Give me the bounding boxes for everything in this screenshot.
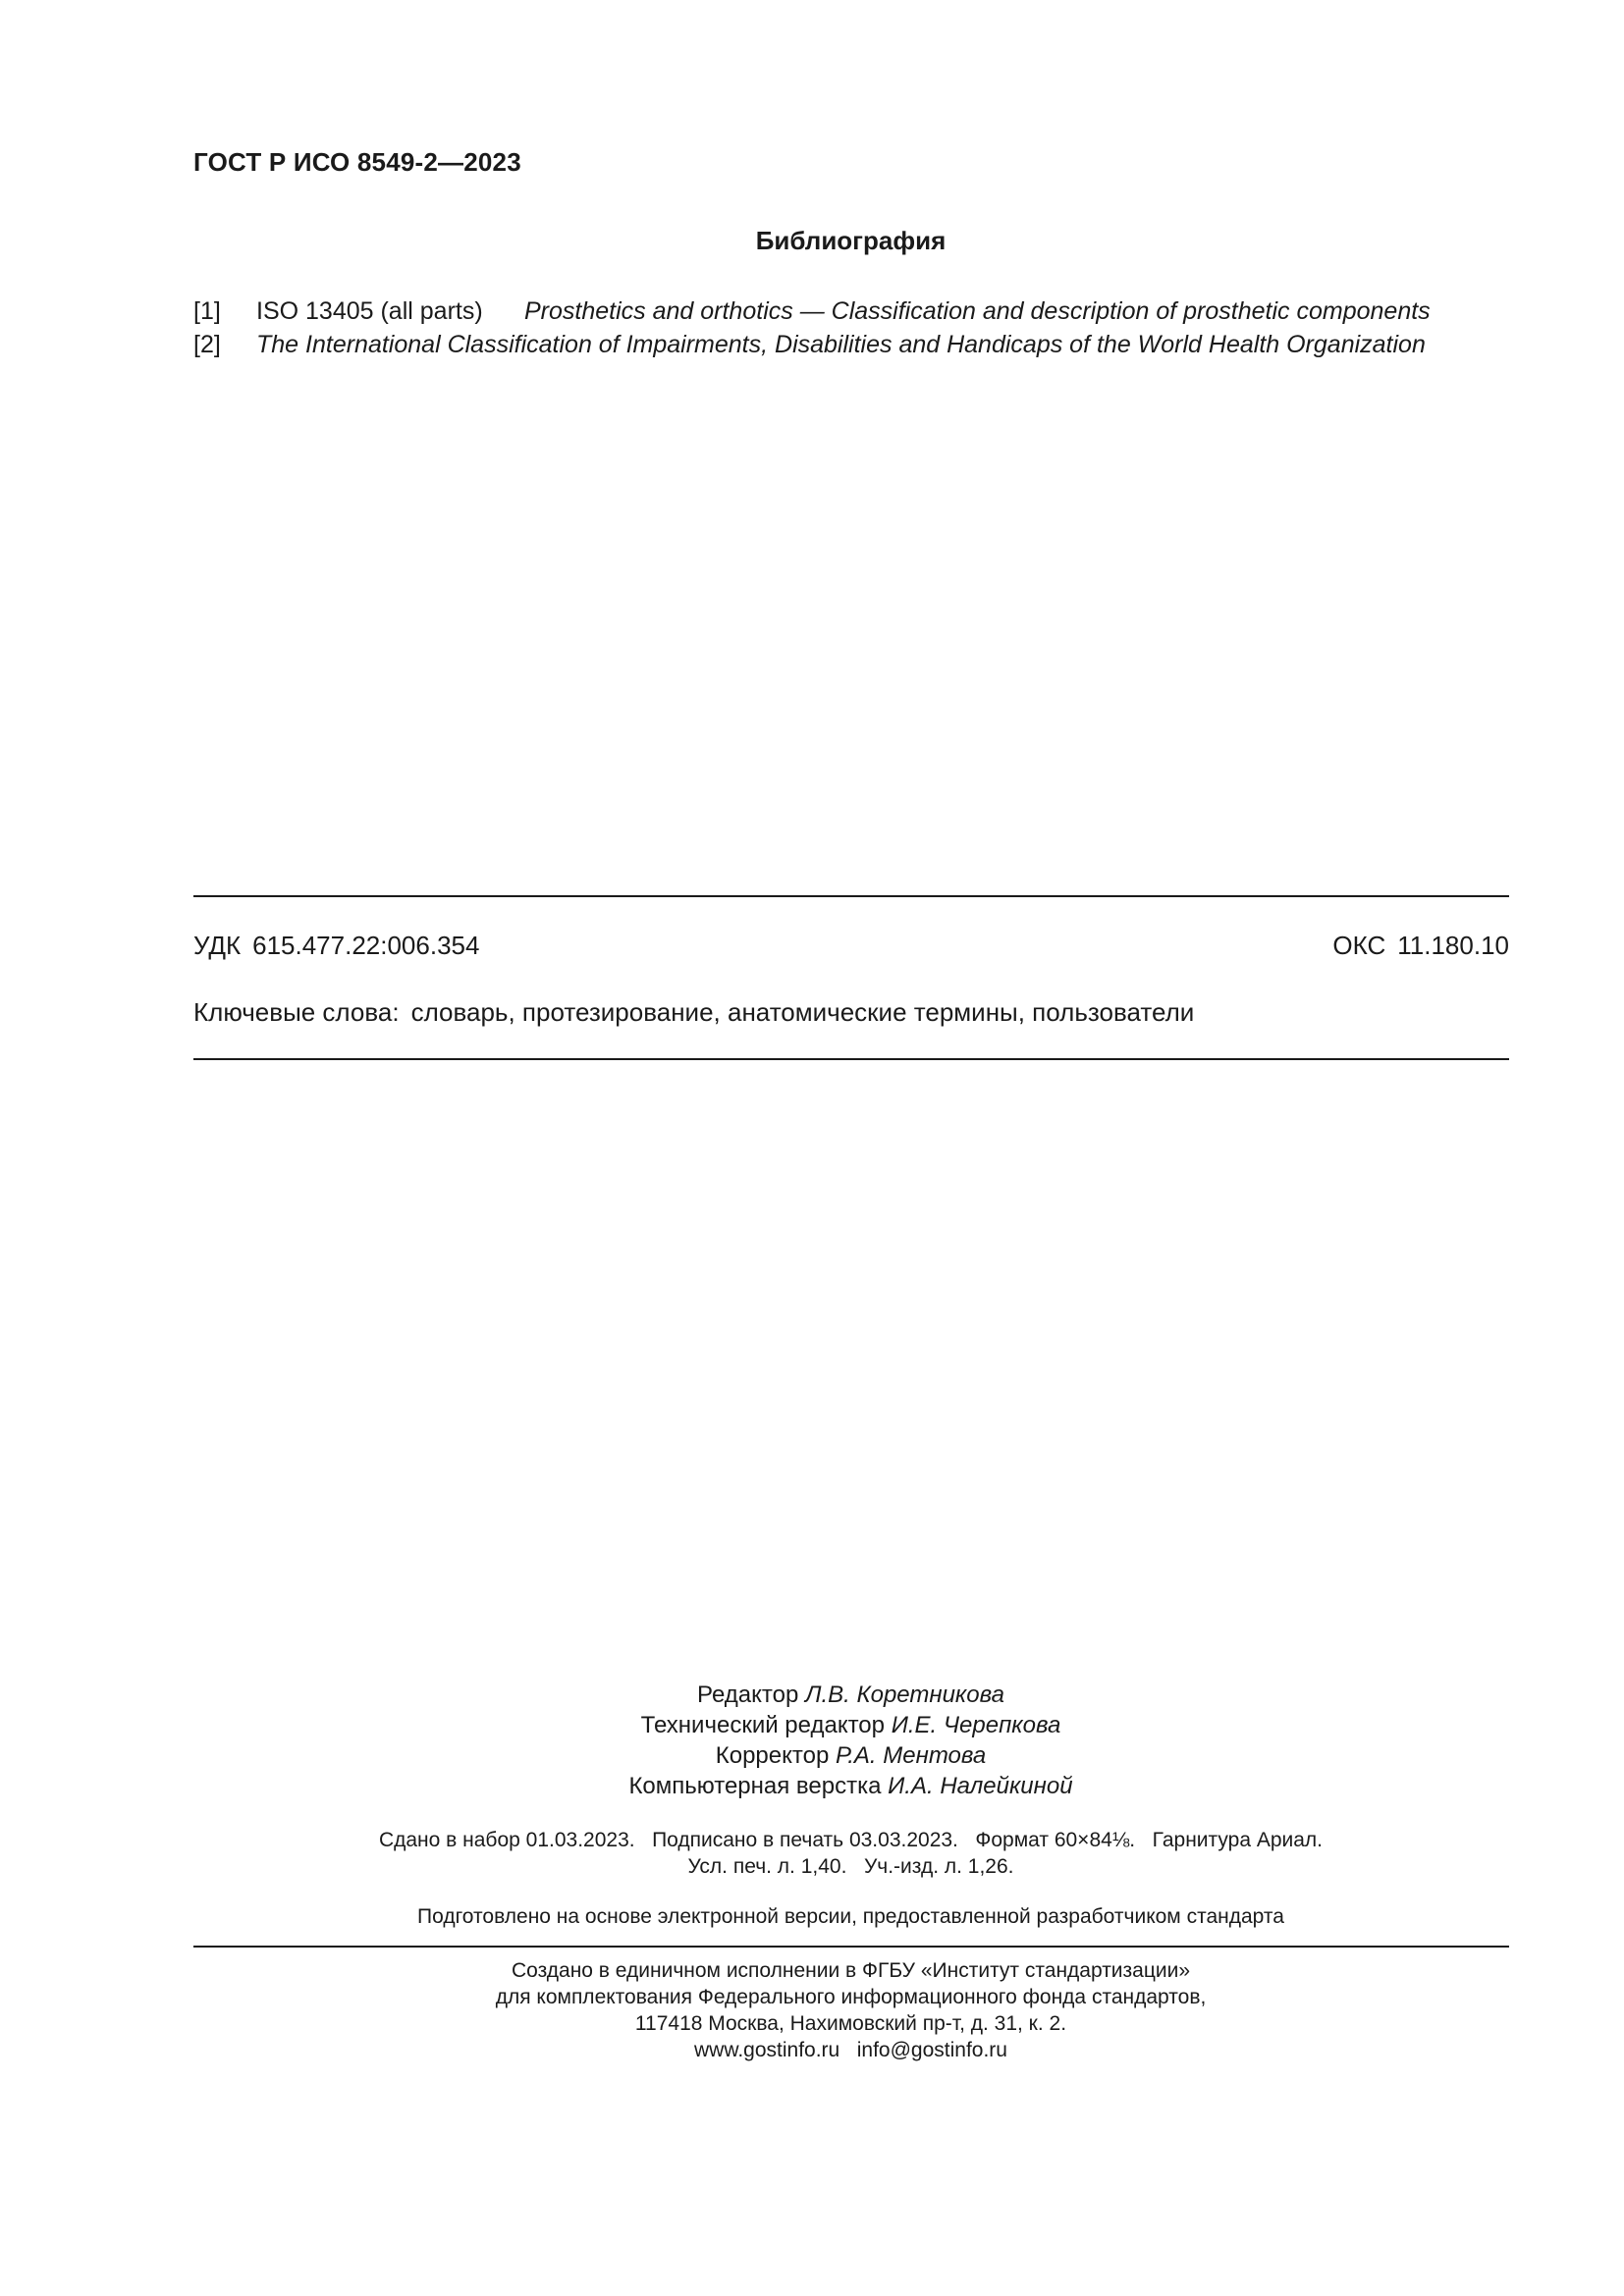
print-info-line: Сдано в набор 01.03.2023. Подписано в печать 03.03.2023. Формат 60×84⅛. Гарнитура Ариал.	[378, 1829, 1324, 1851]
bibliography-title: Библиография	[755, 226, 947, 255]
publisher-info	[0, 1957, 1624, 2063]
keywords-label: Ключевые слова:	[193, 997, 400, 1027]
staff-line	[0, 1771, 1624, 1801]
udk-value: 615.477.22:006.354	[252, 931, 480, 960]
udk-label: УДК	[193, 931, 242, 960]
staff-name: И.Е. Черепкова	[891, 1712, 1061, 1738]
publisher-line: Создано в единичном исполнении в ФГБУ «Институт стандартизации»	[511, 1959, 1191, 1982]
keywords-value: словарь, протезирование, анатомические термины, пользователи	[410, 997, 1195, 1027]
middle-divider	[193, 1058, 1509, 1060]
print-info	[0, 1827, 1624, 1880]
bibliography-list	[193, 294, 1509, 361]
oks-label: ОКС	[1332, 931, 1386, 960]
publisher-contacts	[0, 2037, 1624, 2063]
staff-name: Л.В. Коретникова	[805, 1682, 1004, 1708]
oks-value: 11.180.10	[1397, 931, 1509, 960]
publisher-website-link[interactable]: www.gostinfo.ru	[694, 2039, 840, 2061]
bibliography-entry-title: Prosthetics and orthotics — Classification and description of prosthetic components	[524, 297, 1431, 325]
staff-role: Редактор	[697, 1682, 799, 1708]
publisher-email-link[interactable]: info@gostinfo.ru	[856, 2039, 1007, 2061]
bibliography-entry	[193, 294, 1509, 328]
top-divider	[193, 895, 1509, 897]
bibliography-entry-code: ISO 13405 (all parts)	[256, 297, 483, 325]
staff-line	[0, 1680, 1624, 1710]
staff-name: Р.А. Ментова	[835, 1742, 987, 1769]
print-info-line: Усл. печ. л. 1,40. Уч.-изд. л. 1,26.	[687, 1855, 1014, 1878]
publisher-address: 117418 Москва, Нахимовский пр-т, д. 31, к. 2.	[634, 2012, 1067, 2035]
staff-role: Корректор	[715, 1742, 830, 1769]
staff-role: Компьютерная верстка	[628, 1773, 882, 1799]
bibliography-entry-number: [2]	[193, 331, 221, 358]
oks-code	[1332, 931, 1509, 961]
udk-code	[193, 931, 479, 961]
document-code: ГОСТ Р ИСО 8549-2—2023	[193, 147, 521, 177]
publisher-line: для комплектования Федерального информационного фонда стандартов,	[495, 1986, 1207, 2008]
bibliography-entry	[193, 328, 1509, 361]
bibliography-entry-title: The International Classification of Impairments, Disabilities and Handicaps of the World Health Organization	[256, 331, 1426, 358]
staff-line	[0, 1740, 1624, 1771]
staff-name: И.А. Налейкиной	[888, 1773, 1073, 1799]
prepared-note: Подготовлено на основе электронной версии, предоставленной разработчиком стандарта	[417, 1905, 1284, 1928]
staff-line	[0, 1710, 1624, 1740]
staff-role: Технический редактор	[640, 1712, 886, 1738]
bottom-divider	[193, 1946, 1509, 1948]
staff-credits	[0, 1680, 1624, 1801]
bibliography-entry-number: [1]	[193, 297, 221, 325]
keywords	[193, 997, 1194, 1028]
